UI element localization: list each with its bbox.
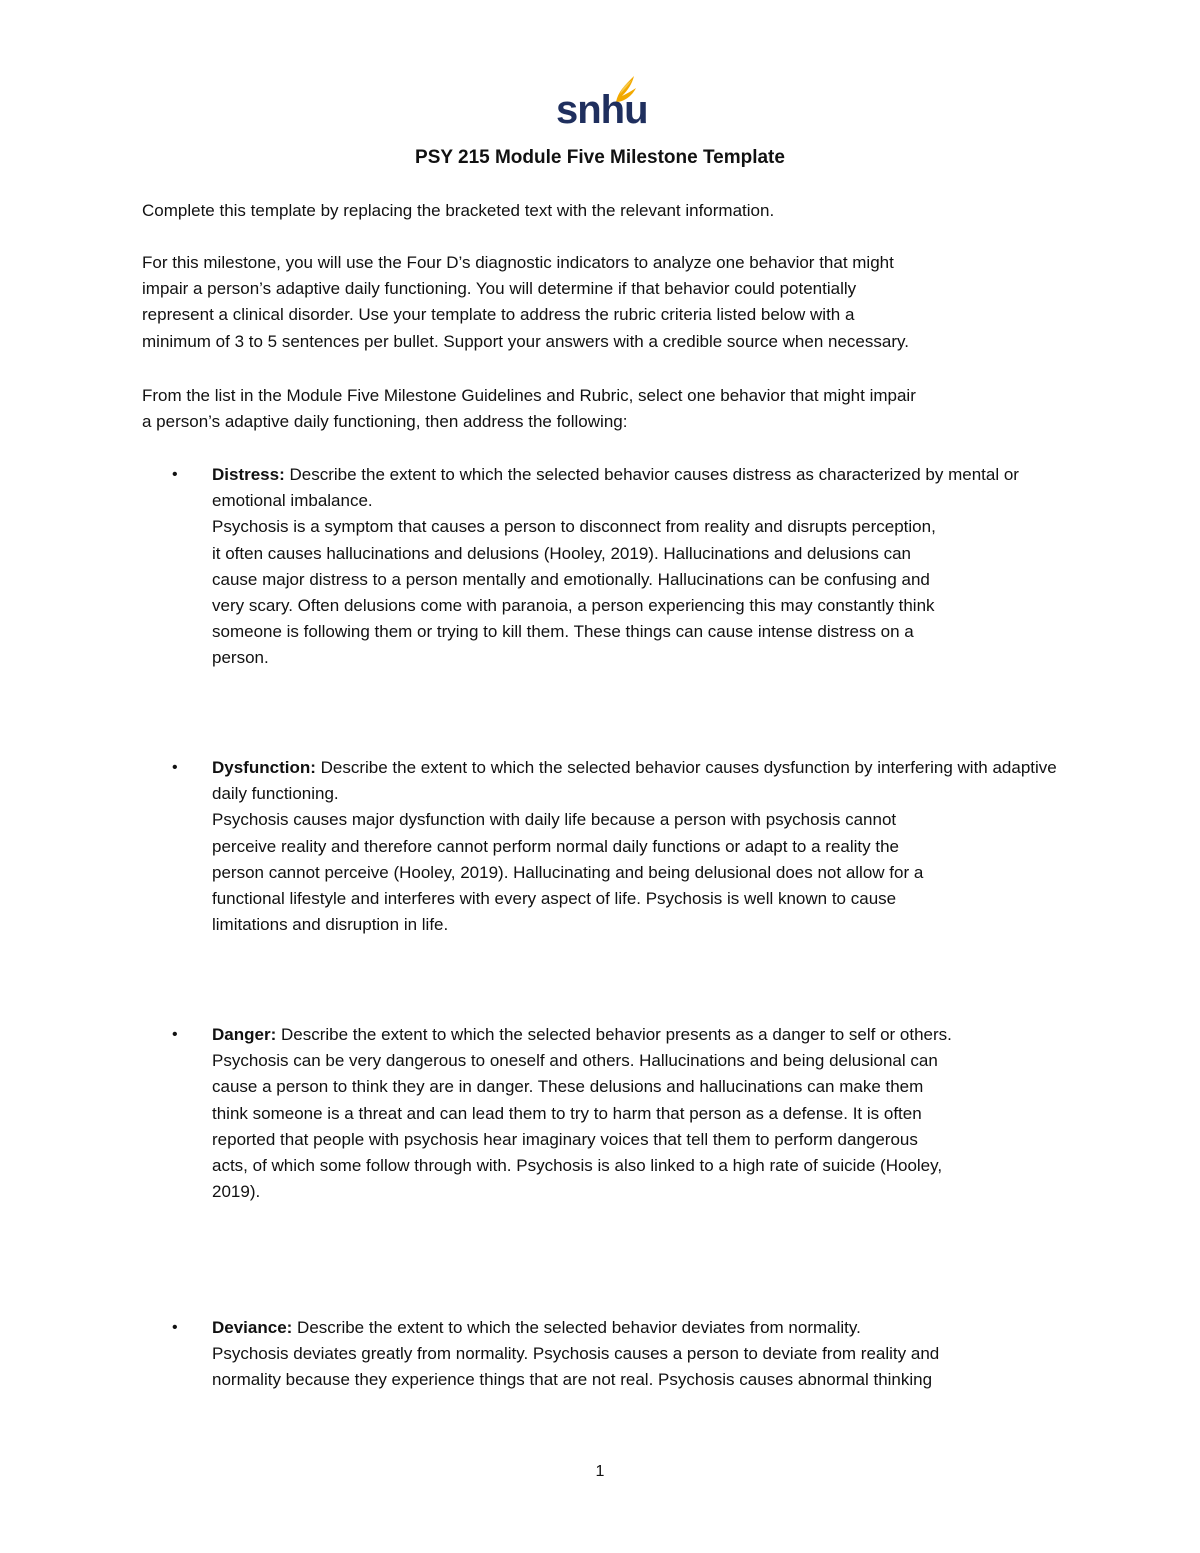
bullet-answer: Psychosis deviates greatly from normality. Psychosis causes a person to deviate from reality and normality because they experience things that are not real. Psychosis causes abnormal thinking xyxy=(212,1344,940,1390)
list-item-distress xyxy=(212,462,1092,672)
list-item-danger xyxy=(212,1022,1092,1205)
bullet-marker: • xyxy=(172,759,178,776)
bullet-prompt-text: Describe the extent to which the selected behavior presents as a danger to self or others. xyxy=(276,1025,952,1044)
bullet-prompt xyxy=(212,1022,1092,1048)
bullet-answer: Psychosis causes major dysfunction with daily life because a person with psychosis cannot perceive reality and therefore cannot perform normal daily functions or adapt to a reality the person cannot perceive (Hooley, 2019). Hallucinating and being delusional does not allow for a functional lifestyle and interferes with every aspect of life. Psychosis is well known to cause limitations and disruption in life. xyxy=(212,810,924,935)
page-number: 1 xyxy=(595,1463,605,1480)
page-title: PSY 215 Module Five Milestone Template xyxy=(415,147,785,168)
bullet-heading: Distress: xyxy=(212,465,285,484)
bullet-heading: Dysfunction: xyxy=(212,758,316,777)
bullet-marker: • xyxy=(172,1319,178,1336)
bullet-heading: Danger: xyxy=(212,1025,277,1044)
bullet-prompt xyxy=(212,462,1092,514)
bullet-answer: Psychosis can be very dangerous to oneself and others. Hallucinations and being delusional can cause a person to think they are in danger. These delusions and hallucinations can make them think someone is a threat and can lead them to try to harm that person as a defense. It is often reported that people with psychosis hear imaginary voices that tell them to perform dangerous acts, of which some follow through with. Psychosis is also linked to a high rate of suicide (Hooley, 2019). xyxy=(212,1051,943,1202)
bullet-prompt-text: Describe the extent to which the selected behavior deviates from normality. xyxy=(292,1318,861,1337)
bullet-heading: Deviance: xyxy=(212,1318,293,1337)
bullet-prompt-text: Describe the extent to which the selected behavior causes distress as characterized by mental or emotional imbalance. xyxy=(212,465,1019,511)
bullet-prompt xyxy=(212,1315,1092,1341)
bullet-answer: Psychosis is a symptom that causes a person to disconnect from reality and disrupts perception, it often causes hallucinations and delusions (Hooley, 2019). Hallucinations and delusions can cause major distress to a person mentally and emotionally. Hallucinations can be confusing and very scary. Often delusions come with paranoia, a person experiencing this may constantly think someone is following them or trying to kill them. These things can cause intense distress on a person. xyxy=(212,517,936,668)
list-item-dysfunction xyxy=(212,755,1092,938)
overview-text: For this milestone, you will use the Four D’s diagnostic indicators to analyze one behavior that might impair a person’s adaptive daily functioning. You will determine if that behavior could potentially represent a clinical disorder. Use your template to address the rubric criteria listed below with a minimum of 3 to 5 sentences per bullet. Support your answers with a credible source when necessary. xyxy=(142,253,909,351)
bullet-marker: • xyxy=(172,466,178,483)
intro-text: Complete this template by replacing the bracketed text with the relevant information. xyxy=(142,201,775,220)
logo-wordmark: snhu xyxy=(556,88,648,132)
instruction-text: From the list in the Module Five Milestone Guidelines and Rubric, select one behavior that might impair a person’s adaptive daily functioning, then address the following: xyxy=(142,386,916,432)
bullet-prompt xyxy=(212,755,1092,807)
bullet-marker: • xyxy=(172,1026,178,1043)
list-item-deviance xyxy=(212,1315,1092,1394)
bullet-prompt-text: Describe the extent to which the selected behavior causes dysfunction by interfering with adaptive daily functioning. xyxy=(212,758,1057,804)
snhu-logo xyxy=(556,72,648,134)
